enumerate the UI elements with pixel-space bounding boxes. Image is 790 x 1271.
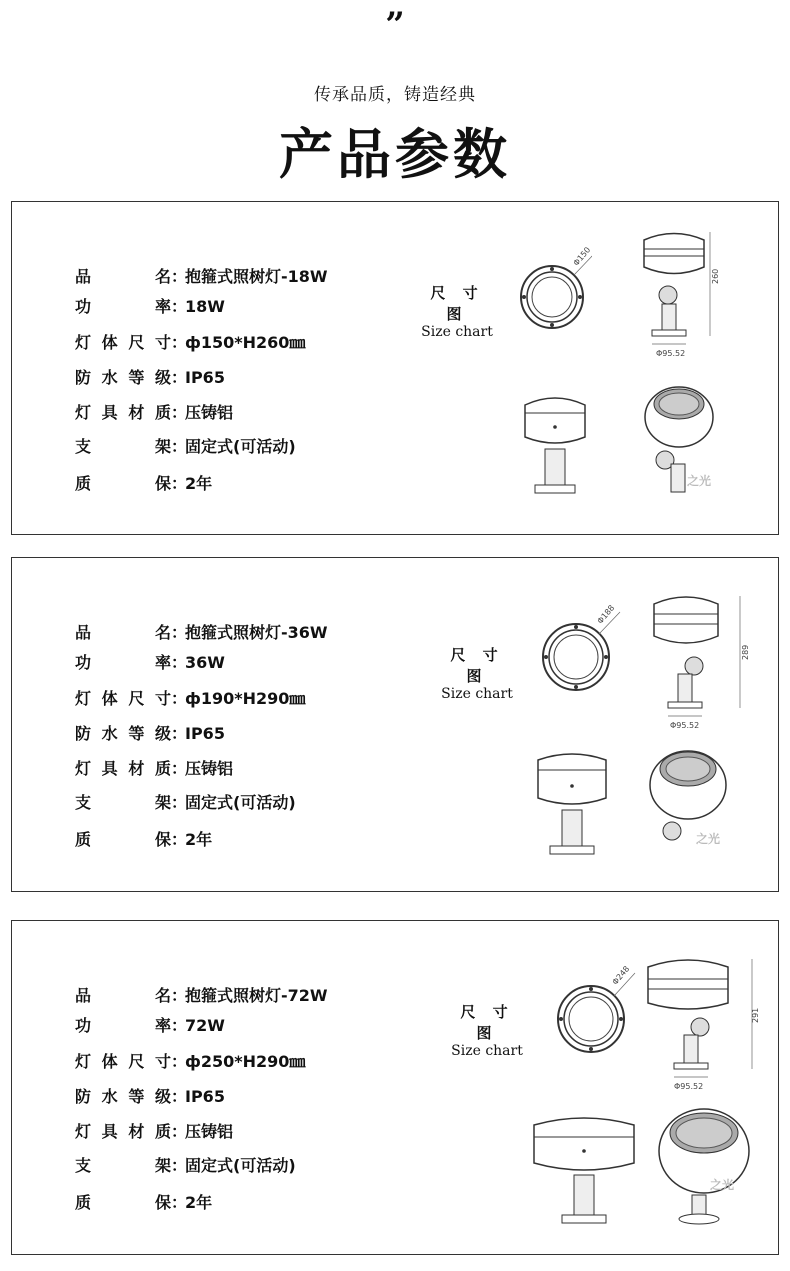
- base-label: Φ95.52: [656, 349, 686, 358]
- diameter-label: Φ248: [610, 964, 632, 987]
- spec-bracket: 支 架：固定式(可活动): [75, 1156, 296, 1175]
- height-label: 289: [741, 644, 750, 660]
- spec-bracket: 支 架：固定式(可活动): [75, 437, 296, 456]
- brand-watermark: 之光: [687, 474, 712, 488]
- spec-power: 功 率：36W: [75, 653, 225, 672]
- top-view-drawing: [534, 600, 624, 700]
- spec-warranty: 质 保：2年: [75, 474, 213, 493]
- size-chart-label: 尺 寸 图 Size chart: [451, 1003, 523, 1059]
- top-view-drawing: [549, 961, 639, 1061]
- spec-power: 功 率：72W: [75, 1016, 225, 1035]
- front-view-drawing: [517, 387, 597, 507]
- spec-waterproof: 防水等级：IP65: [75, 1087, 225, 1106]
- perspective-view-drawing: [637, 382, 747, 502]
- spec-size: 灯体尺寸：ф150*H260㎜: [75, 333, 306, 352]
- base-label: Φ95.52: [674, 1082, 704, 1091]
- quote-mark: ”: [385, 5, 405, 45]
- size-chart-label: 尺 寸 图 Size chart: [421, 284, 493, 340]
- spec-material: 灯具材质：压铸铝: [75, 759, 234, 778]
- spec-name: 品 名：抱箍式照树灯-36W: [75, 623, 328, 642]
- spec-warranty: 质 保：2年: [75, 830, 213, 849]
- spec-name: 品 名：抱箍式照树灯-18W: [75, 267, 328, 286]
- size-chart-label: 尺 寸 图 Size chart: [441, 646, 513, 702]
- diameter-label: Φ188: [595, 603, 617, 626]
- base-label: Φ95.52: [670, 721, 700, 730]
- page-title: 产品参数: [279, 123, 511, 186]
- spec-bracket: 支 架：固定式(可活动): [75, 793, 296, 812]
- diameter-label: Φ150: [571, 245, 592, 268]
- side-view-drawing: [648, 588, 763, 738]
- spec-power: 功 率：18W: [75, 297, 225, 316]
- product-card-72w: [11, 920, 779, 1255]
- product-card-36w: [11, 557, 779, 892]
- side-view-drawing: [632, 222, 742, 362]
- height-label: 260: [711, 268, 720, 284]
- product-card-18w: [11, 201, 779, 535]
- side-view-drawing: [644, 951, 764, 1101]
- front-view-drawing: [530, 1111, 650, 1236]
- spec-size: 灯体尺寸：ф190*H290㎜: [75, 689, 306, 708]
- spec-warranty: 质 保：2年: [75, 1193, 213, 1212]
- perspective-view-drawing: [652, 1103, 767, 1233]
- brand-watermark: 之光: [696, 832, 721, 846]
- spec-material: 灯具材质：压铸铝: [75, 1122, 234, 1141]
- spec-size: 灯体尺寸：ф250*H290㎜: [75, 1052, 306, 1071]
- spec-waterproof: 防水等级：IP65: [75, 724, 225, 743]
- front-view-drawing: [532, 748, 622, 868]
- perspective-view-drawing: [642, 743, 757, 863]
- spec-name: 品 名：抱箍式照树灯-72W: [75, 986, 328, 1005]
- top-view-drawing: [512, 242, 592, 342]
- brand-watermark: 之光: [710, 1178, 735, 1192]
- spec-waterproof: 防水等级：IP65: [75, 368, 225, 387]
- spec-material: 灯具材质：压铸铝: [75, 403, 234, 422]
- height-label: 291: [751, 1007, 760, 1023]
- page-subtitle: 传承品质，铸造经典: [314, 85, 476, 105]
